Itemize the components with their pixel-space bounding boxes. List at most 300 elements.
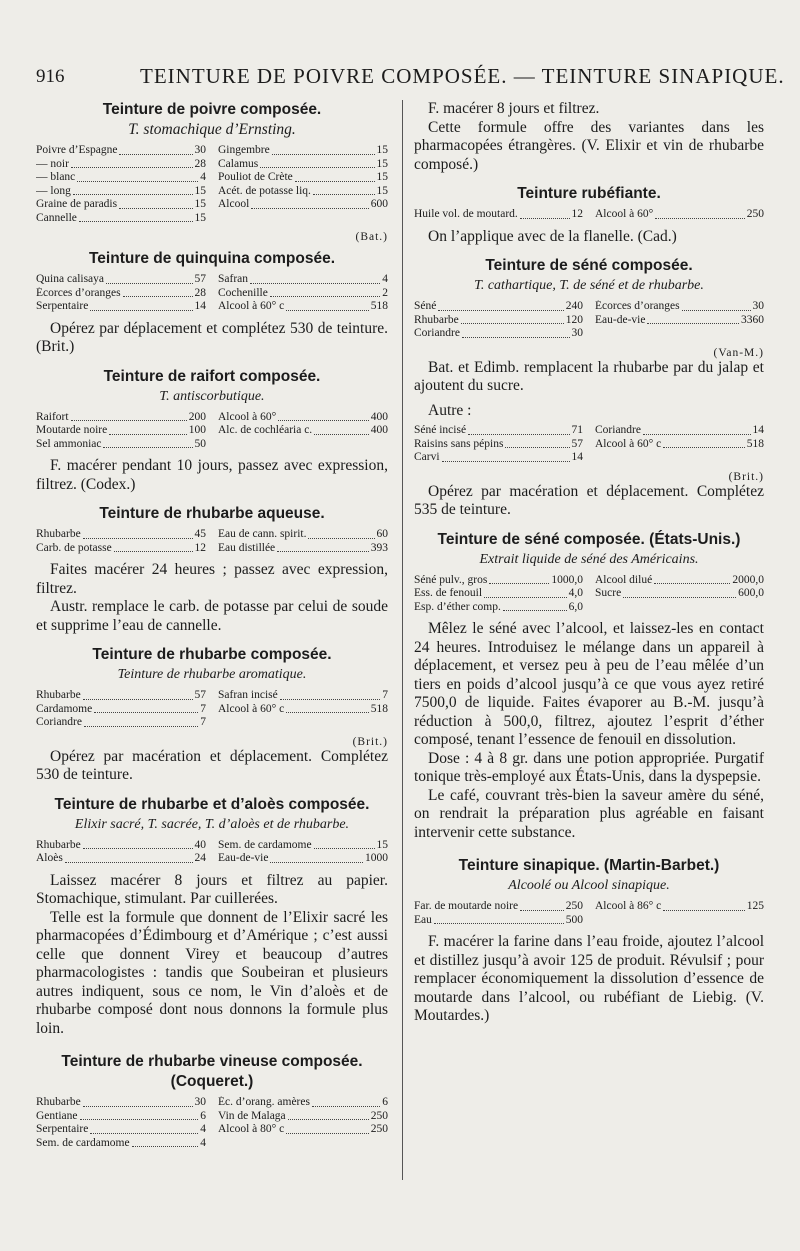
ingredient-list [414,424,764,465]
ingredient-quantity: 6 [382,1096,388,1108]
leader-dots [109,424,187,435]
leader-dots [71,158,193,169]
ingredient-name: Safran [218,273,249,285]
ingredient-list [414,574,764,615]
ingredient-quantity: 518 [370,702,388,715]
source-citation: (Brit.) [352,735,388,748]
ingredient-item [36,1123,206,1137]
section-title: Teinture de rhubarbe vineuse composée. (Coqueret.) [61,1053,363,1090]
ingredient-name: Serpentaire [36,1123,89,1135]
ingredient-item [36,144,206,158]
paragraph: Faites macérer 24 heures ; passez avec expression, filtrez. [36,561,388,597]
paragraph: Opérez par macération et déplacement. Complétez 535 de teinture. [414,482,764,518]
ingredient-quantity: 6 [200,1109,206,1122]
ingredient-name: Cardamome [36,702,93,715]
paragraph: Austr. remplace le carb. de potasse par celui de soude et supprime l’eau de cannelle. [36,598,388,634]
ingredient-name: Vin de Malaga [218,1109,286,1122]
ingredient-name: Alcool à 80° c [218,1123,285,1135]
ingredient-name: Rhubarbe [36,689,81,701]
ingredient-name: Eau-de-vie [595,313,646,326]
ingredient-item [414,451,583,465]
paragraph: Autre : [428,401,472,419]
ingredient-item [414,438,583,452]
source-citation: (Van-M.) [713,346,764,359]
ingredient-name: Écorces d’oranges [595,300,680,312]
section-subtitle: Alcoolé ou Alcool sinapique. [508,878,670,893]
paragraph: Cette formule offre des variantes dans les pharmacopées étrangères. (V. Elixir et vin de rhubarbe composé.) [414,118,764,173]
ingredient-item [218,703,388,717]
leader-dots [270,287,380,298]
ingredient-item [36,1096,206,1110]
ingredient-quantity: 400 [370,424,388,436]
ingredient-list [36,1096,388,1150]
ingredient-item [414,900,583,914]
ingredient-quantity: 15 [194,211,206,224]
ingredient-quantity: 3360 [741,313,764,326]
ingredient-quantity: 600,0 [738,587,764,599]
leader-dots [484,587,567,598]
ingredient-name: Eau-de-vie [218,852,269,864]
ingredient-item [595,587,764,601]
paragraph: Le café, couvrant très-bien la saveur amère du séné, on rendrait la préparation plus agréable en faisant intervenir cette substance. [414,786,764,841]
section-title: Teinture de poivre composée. [102,101,322,118]
page-number: 916 [36,66,65,87]
ingredient-item [36,198,206,212]
ingredient-name: Aloès [36,852,63,864]
ingredient-list [414,300,764,341]
ingredient-name: Séné pulv., gros [414,573,488,586]
ingredient-quantity: 60 [376,528,388,540]
leader-dots [623,587,736,598]
ingredient-quantity: 500 [565,913,583,926]
leader-dots [663,438,745,449]
paragraph: F. macérer pendant 10 jours, passez avec expression, filtrez. (Codex.) [36,457,388,493]
ingredient-item [218,1096,388,1110]
ingredient-quantity: 12 [194,541,206,554]
ingredient-quantity: 14 [571,451,583,463]
ingredient-quantity: 100 [188,424,206,436]
ingredient-quantity: 71 [571,424,583,436]
ingredient-name: Huile vol. de moutard. [414,208,518,220]
ingredient-quantity: 6,0 [568,600,583,613]
ingredient-quantity: 14 [194,300,206,312]
ingredient-name: Alcool à 60° c [218,300,285,312]
ingredient-name: Coriandre [414,327,460,339]
leader-dots [90,1123,198,1134]
ingredient-quantity: 14 [752,424,764,436]
ingredient-name: Eau distillée [218,541,276,554]
ingredient-quantity: 400 [370,410,388,423]
ingredient-name: Ess. de fenouil [414,587,483,599]
ingredient-item [414,300,583,314]
leader-dots [83,689,193,700]
ingredient-name: — blanc [36,171,76,183]
leader-dots [94,703,198,714]
leader-dots [286,300,369,311]
leader-dots [434,914,564,925]
ingredient-item [36,542,206,556]
ingredient-quantity: 15 [376,838,388,851]
ingredient-item [36,424,206,438]
ingredient-name: Écorces d’oranges [36,286,121,299]
ingredient-quantity: 4 [382,273,388,285]
ingredient-item [595,574,764,588]
ingredient-quantity: 30 [194,1096,206,1108]
leader-dots [71,411,187,422]
ingredient-name: Raifort [36,410,69,423]
paragraph: On l’applique avec de la flanelle. (Cad.) [428,227,677,245]
ingredient-list [36,689,388,730]
leader-dots [643,424,751,435]
leader-dots [123,287,193,298]
ingredient-item [414,424,583,438]
leader-dots [286,703,369,714]
ingredient-name: Alcool à 86° c [595,900,662,912]
ingredient-item [36,716,206,730]
ingredient-name: Serpentaire [36,300,89,312]
ingredient-list [414,208,764,222]
ingredient-item [595,900,764,914]
ingredient-item [36,528,206,542]
ingredient-quantity: 518 [746,437,764,450]
leader-dots [83,528,193,539]
ingredient-quantity: 57 [571,437,583,450]
ingredient-quantity: 57 [194,689,206,701]
ingredient-item [414,327,583,341]
ingredient-item [218,171,388,185]
section-title: Teinture rubéfiante. [517,185,661,202]
leader-dots [654,574,730,585]
paragraph: Mêlez le séné avec l’alcool, et laissez-les en contact 24 heures. Introduisez le mélange dans un appareil à déplacement, et versez peu à peu de l’eau mêlée d’un tiers en poids d’alcool jusqu’à ce que vous ayez retiré 7500,0 de liquide. Faites évaporer au B.-M. jusqu’à réduction à 500,0, filtrez, ajoutez l’esprit d’éther composé, tenant l’essence de fenouil en dissolution. [414,620,764,748]
ingredient-name: Alcool à 60° [218,410,277,423]
leader-dots [106,273,192,284]
paragraph: Telle est la formule que donnent de l’Elixir sacré les pharmacopées d’Édimbourg et d’Amérique ; c’est aussi celle que donnent Virey et beaucoup d’autres pharmacologistes : tandis que Soubeiran et plusieurs autres indiquent, sous ce nom, le Vin d’aloès et de rhubarbe composé dont nous donnons la formule plus loin. [36,908,388,1037]
ingredient-quantity: 12 [571,208,583,220]
ingredient-name: Carvi [414,451,440,463]
leader-dots [503,601,567,612]
leader-dots [272,144,375,155]
leader-dots [65,852,193,863]
section-title: Teinture de rhubarbe composée. [92,646,332,663]
ingredient-name: Alcool [218,198,250,210]
section-subtitle: Teinture de rhubarbe aromatique. [117,667,307,682]
ingredient-quantity: 200 [188,410,206,423]
ingredient-quantity: 4 [200,1123,206,1135]
left-column [36,100,388,1156]
ingredient-item [218,158,388,172]
ingredient-name: Acét. de potasse liq. [218,184,311,197]
ingredient-item [36,411,206,425]
ingredient-quantity: 50 [194,437,206,450]
ingredient-name: Carb. de potasse [36,541,112,554]
ingredient-name: Pouliot de Crète [218,171,293,183]
leader-dots [295,171,375,182]
ingredient-quantity: 1000 [365,852,388,864]
section-subtitle: T. antiscorbutique. [159,388,265,404]
ingredient-item [218,689,388,703]
leader-dots [77,171,198,182]
ingredient-item [36,212,206,226]
paragraph: F. macérer 8 jours et filtrez. [428,100,600,117]
ingredient-quantity: 2000,0 [732,573,764,586]
ingredient-name: Eau de cann. spirit. [218,528,307,540]
leader-dots [314,424,369,435]
ingredient-item [218,528,388,542]
leader-dots [647,314,739,325]
leader-dots [462,327,570,338]
ingredient-quantity: 600 [370,198,388,210]
leader-dots [119,198,192,209]
ingredient-quantity: 7 [200,716,206,728]
ingredient-list [36,273,388,314]
ingredient-quantity: 2 [382,286,388,299]
ingredient-item [414,587,583,601]
ingredient-list [414,900,764,927]
ingredient-name: Calamus [218,157,259,170]
ingredient-item [36,852,206,866]
leader-dots [84,716,198,727]
ingredient-name: Raisins sans pépins [414,437,504,450]
section-subtitle: T. stomachique d’Ernsting. [128,121,296,138]
ingredient-name: Gentiane [36,1109,78,1122]
leader-dots [663,900,745,911]
section-subtitle: Elixir sacré, T. sacrée, T. d’aloès et de rhubarbe. [74,816,350,832]
leader-dots [655,208,744,219]
ingredient-name: Quina calisaya [36,273,105,285]
ingredient-quantity: 57 [194,273,206,285]
ingredient-name: Far. de moutarde noire [414,900,519,912]
ingredient-name: Alcool à 60° c [218,702,285,715]
ingredient-item [36,300,206,314]
ingredient-name: Alcool à 60° [595,208,654,220]
leader-dots [313,185,375,196]
section-title: Teinture de séné composée. [485,257,693,274]
paragraph: Opérez par macération et déplacement. Complétez 530 de teinture. [36,747,388,783]
ingredient-list [36,839,388,866]
leader-dots [468,424,569,435]
ingredient-item [36,287,206,301]
ingredient-item [218,185,388,199]
section-title: Teinture de quinquina composée. [88,250,336,267]
ingredient-item [218,198,388,212]
ingredient-name: Alcool dilué [595,573,653,586]
leader-dots [103,438,192,449]
ingredient-item [36,839,206,853]
ingredient-quantity: 15 [376,184,388,197]
ingredient-name: Sel ammoniac [36,437,102,450]
leader-dots [278,411,368,422]
ingredient-name: Sucre [595,587,622,599]
leader-dots [489,574,549,585]
ingredient-item [36,1110,206,1124]
ingredient-item [218,424,388,438]
paragraph: F. macérer la farine dans l’eau froide, ajoutez l’alcool et distillez jusqu’à avoir 125 de produit. Révulsif ; pour remplacer économiquement la dissolution d’essence de moutarde dans l’alcool, ou rubéfiant de Liebig. (V. Moutardes.) [414,933,764,1024]
ingredient-quantity: 7 [200,702,206,715]
leader-dots [90,300,192,311]
leader-dots [461,314,564,325]
ingredient-name: Séné incisé [414,424,467,436]
ingredient-quantity: 250 [370,1109,388,1122]
leader-dots [250,273,380,284]
ingredient-quantity: 120 [565,313,583,326]
ingredient-item [414,914,583,928]
section-title: Teinture de rhubarbe aqueuse. [99,505,325,522]
section-title: Teinture de séné composée. (États-Unis.) [437,530,741,548]
leader-dots [442,451,570,462]
ingredient-quantity: 1000,0 [551,573,583,586]
ingredient-quantity: 15 [194,184,206,197]
ingredient-name: Graine de paradis [36,198,118,210]
leader-dots [520,900,564,911]
leader-dots [119,144,192,155]
ingredient-item [36,273,206,287]
ingredient-item [218,839,388,853]
ingredient-quantity: 15 [376,157,388,170]
ingredient-item [595,424,764,438]
leader-dots [80,1110,199,1121]
ingredient-item [414,208,583,222]
ingredient-quantity: 250 [565,900,583,912]
ingredient-name: Coriandre [36,716,82,728]
ingredient-item [414,601,583,615]
running-title: TEINTURE DE POIVRE COMPOSÉE. — TEINTURE SINAPIQUE. [140,64,785,88]
section-subtitle: Extrait liquide de séné des Américains. [479,551,699,567]
ingredient-quantity: 15 [376,171,388,183]
ingredient-item [595,314,764,328]
ingredient-name: Éc. d’orang. amères [218,1096,310,1108]
ingredient-quantity: 30 [194,144,206,156]
source-citation: (Brit.) [728,470,764,483]
ingredient-item [36,171,206,185]
paragraph: Laissez macérer 8 jours et filtrez au papier. Stomachique, stimulant. Par cuillerées. [36,871,388,907]
leader-dots [288,1110,369,1121]
ingredient-quantity: 24 [194,852,206,864]
leader-dots [314,839,375,850]
ingredient-list [36,528,388,555]
ingredient-item [218,144,388,158]
leader-dots [286,1123,369,1134]
ingredient-quantity: 30 [752,300,764,312]
ingredient-name: — noir [36,157,69,170]
ingredient-list [36,144,388,225]
ingredient-name: Rhubarbe [36,528,81,540]
ingredient-quantity: 7 [382,689,388,701]
ingredient-quantity: 28 [194,157,206,170]
paragraph: Bat. et Edimb. remplacent la rhubarbe par du jalap et ajoutent du sucre. [414,358,764,394]
ingredient-name: Cannelle [36,211,77,224]
ingredient-item [36,1137,206,1151]
right-column [414,100,764,1026]
leader-dots [260,158,374,169]
ingredient-item [218,273,388,287]
ingredient-item [218,287,388,301]
ingredient-item [36,185,206,199]
ingredient-item [36,689,206,703]
leader-dots [505,438,569,449]
paragraph: Dose : 4 à 8 gr. dans une potion appropriée. Purgatif tonique très-employé aux États-Unis, dans la dyspepsie. [414,749,764,785]
leader-dots [79,212,193,223]
ingredient-name: Alcool à 60° c [595,437,662,450]
leader-dots [438,300,563,311]
ingredient-name: Poivre d’Espagne [36,144,118,156]
ingredient-quantity: 4 [200,1136,206,1149]
leader-dots [277,542,369,553]
ingredient-quantity: 393 [370,541,388,554]
ingredient-item [595,208,764,222]
leader-dots [682,300,751,311]
ingredient-item [218,411,388,425]
ingredient-name: — long [36,184,71,197]
ingredient-name: Gingembre [218,144,270,156]
ingredient-item [414,574,583,588]
ingredient-name: Safran incisé [218,689,278,701]
ingredient-item [595,300,764,314]
section-subtitle: T. cathartique, T. de séné et de rhubarbe. [474,278,704,293]
ingredient-name: Séné [414,300,437,312]
ingredient-quantity: 250 [746,208,764,220]
leader-dots [114,542,193,553]
ingredient-name: Sem. de cardamome [218,838,312,851]
ingredient-name: Sem. de cardamome [36,1136,130,1149]
leader-dots [312,1096,380,1107]
leader-dots [83,1096,193,1107]
ingredient-item [36,158,206,172]
leader-dots [270,852,363,863]
ingredient-quantity: 15 [376,144,388,156]
section-title: Teinture de raifort composée. [103,367,321,385]
leader-dots [132,1137,199,1148]
ingredient-name: Rhubarbe [36,838,81,851]
ingredient-quantity: 4,0 [568,587,583,599]
paragraph: Opérez par déplacement et complétez 530 de teinture. (Brit.) [36,319,388,355]
source-citation: (Bat.) [355,231,388,243]
ingredient-quantity: 250 [370,1123,388,1135]
ingredient-name: Esp. d’éther comp. [414,600,501,613]
section-title: Teinture de rhubarbe et d’aloès composée. [54,795,370,813]
ingredient-quantity: 4 [200,171,206,183]
ingredient-name: Cochenille [218,286,268,299]
ingredient-name: Alc. de cochléaria c. [218,424,313,436]
ingredient-quantity: 240 [565,300,583,312]
ingredient-quantity: 30 [571,327,583,339]
ingredient-item [595,438,764,452]
ingredient-quantity: 125 [746,900,764,912]
ingredient-item [218,300,388,314]
ingredient-list [36,411,388,452]
ingredient-name: Moutarde noire [36,424,108,436]
ingredient-item [218,1110,388,1124]
ingredient-item [36,438,206,452]
ingredient-name: Rhubarbe [414,313,459,326]
ingredient-item [218,852,388,866]
section-title: Teinture sinapique. (Martin-Barbet.) [458,857,720,874]
running-header [0,54,800,94]
leader-dots [520,208,570,219]
ingredient-item [218,542,388,556]
leader-dots [83,839,193,850]
ingredient-quantity: 15 [194,198,206,210]
leader-dots [308,528,374,539]
ingredient-quantity: 28 [194,286,206,299]
ingredient-quantity: 40 [194,838,206,851]
leader-dots [251,198,368,209]
ingredient-item [414,314,583,328]
ingredient-quantity: 518 [370,300,388,312]
column-divider [402,100,403,1180]
ingredient-name: Coriandre [595,424,641,436]
ingredient-item [218,1123,388,1137]
ingredient-item [36,703,206,717]
